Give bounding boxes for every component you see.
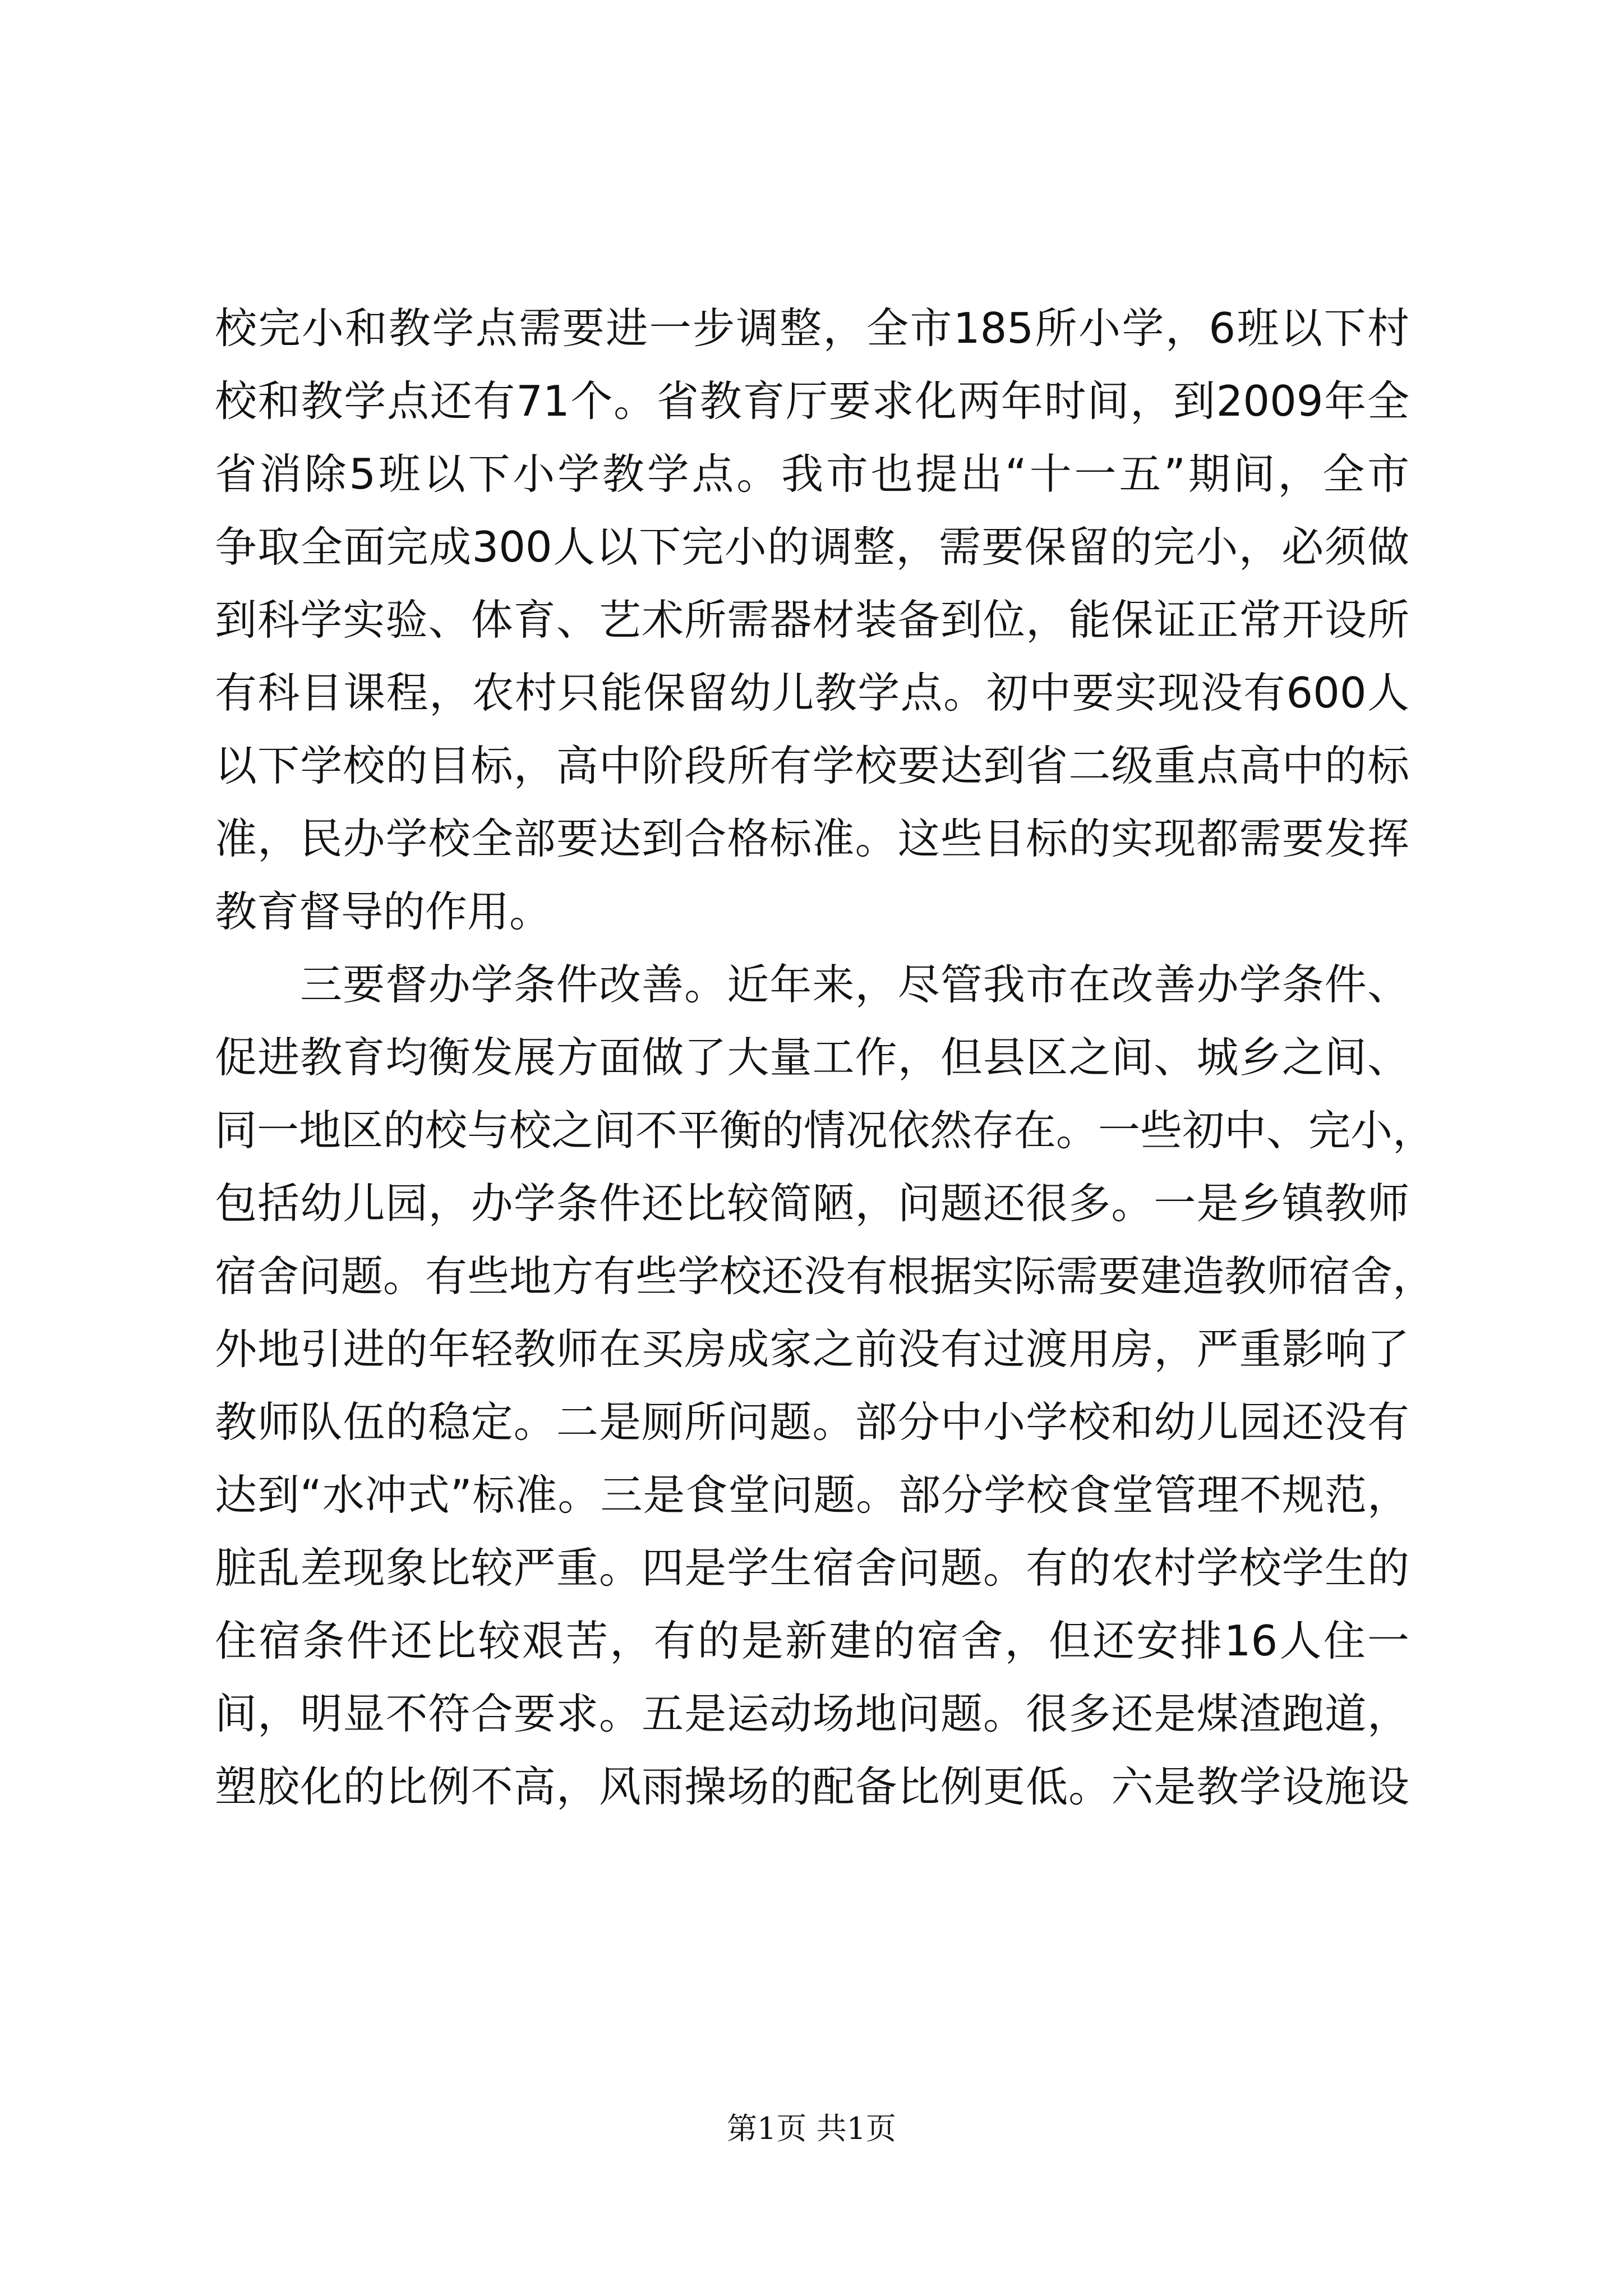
document-body xyxy=(215,292,1435,1823)
text-line: 住宿条件还比较艰苦，有的是新建的宿舍，但还安排16人住一 xyxy=(215,1616,1409,1665)
paragraph-1 xyxy=(215,292,1409,948)
text-line: 省消除5班以下小学教学点。我市也提出“十一五”期间，全市 xyxy=(215,449,1409,499)
text-line: 教师队伍的稳定。二是厕所问题。部分中小学校和幼儿园还没有 xyxy=(215,1397,1409,1447)
text-line: 脏乱差现象比较严重。四是学生宿舍问题。有的农村学校学生的 xyxy=(215,1543,1409,1593)
text-line: 包括幼儿园，办学条件还比较简陋，问题还很多。一是乡镇教师 xyxy=(215,1179,1409,1228)
text-line: 宿舍问题。有些地方有些学校还没有根据实际需要建造教师宿舍， xyxy=(215,1251,1435,1301)
text-line: 校完小和教学点需要进一步调整，全市185所小学，6班以下村 xyxy=(215,303,1409,353)
text-line: 校和教学点还有71个。省教育厅要求化两年时间，到2009年全 xyxy=(215,376,1409,426)
text-line: 有科目课程，农村只能保留幼儿教学点。初中要实现没有600人 xyxy=(215,668,1409,717)
paragraph-2 xyxy=(215,948,1435,1823)
text-line: 三要督办学条件改善。近年来，尽管我市在改善办学条件、 xyxy=(300,960,1409,1009)
text-line: 同一地区的校与校之间不平衡的情况依然存在。一些初中、完小， xyxy=(215,1106,1435,1155)
text-line: 间，明显不符合要求。五是运动场地问题。很多还是煤渣跑道， xyxy=(215,1689,1409,1738)
text-line: 达到“水冲式”标准。三是食堂问题。部分学校食堂管理不规范， xyxy=(215,1470,1409,1520)
text-line: 争取全面完成300人以下完小的调整，需要保留的完小，必须做 xyxy=(215,522,1409,572)
page-number: 第1页 共1页 xyxy=(727,2111,896,2146)
page-footer xyxy=(0,2109,1623,2148)
text-line: 教育督导的作用。 xyxy=(215,887,552,936)
text-line: 到科学实验、体育、艺术所需器材装备到位，能保证正常开设所 xyxy=(215,595,1409,645)
text-line: 促进教育均衡发展方面做了大量工作，但县区之间、城乡之间、 xyxy=(215,1033,1409,1082)
text-line: 外地引进的年轻教师在买房成家之前没有过渡用房，严重影响了 xyxy=(215,1324,1409,1374)
text-line: 塑胶化的比例不高，风雨操场的配备比例更低。六是教学设施设 xyxy=(215,1762,1409,1811)
text-line: 以下学校的目标，高中阶段所有学校要达到省二级重点高中的标 xyxy=(215,741,1409,790)
text-line: 准，民办学校全部要达到合格标准。这些目标的实现都需要发挥 xyxy=(215,814,1409,863)
